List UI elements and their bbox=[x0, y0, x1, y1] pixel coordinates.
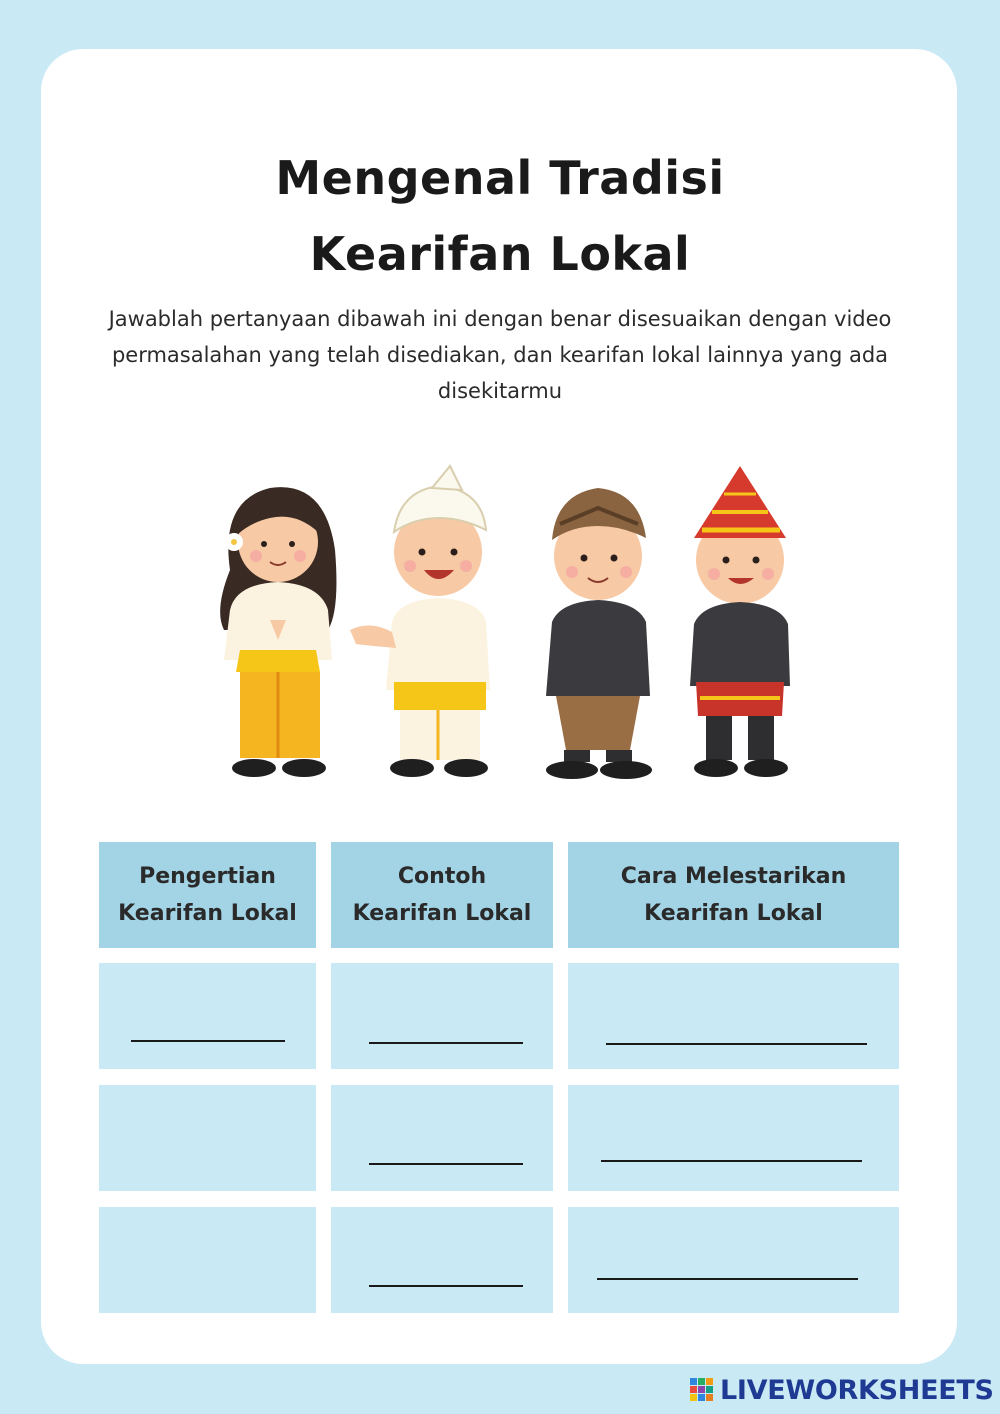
instructions-text: Jawablah pertanyaan dibawah ini dengan benar disesuaikan dengan video permasalahan yang telah disediakan, dan kearifan lokal lainnya yang ada disekitarmu bbox=[108, 307, 892, 403]
title-line-1: Mengenal Tradisi bbox=[275, 151, 725, 205]
header-cara-line2: Kearifan Lokal bbox=[644, 901, 823, 926]
answer-blank-cara-2[interactable] bbox=[601, 1160, 862, 1162]
table-cell bbox=[568, 1085, 899, 1191]
boy-blangkon-figure bbox=[546, 488, 652, 779]
header-contoh-line2: Kearifan Lokal bbox=[352, 901, 532, 926]
liveworksheets-logo bbox=[690, 1372, 994, 1408]
answer-blank-cara-1[interactable] bbox=[606, 1043, 867, 1045]
header-contoh-line1: Contoh bbox=[397, 864, 487, 889]
title-line-2: Kearifan Lokal bbox=[309, 227, 691, 281]
answer-blank-cara-3[interactable] bbox=[597, 1278, 858, 1280]
answer-blank-contoh-1[interactable] bbox=[369, 1042, 523, 1044]
boy-red-hat-figure bbox=[690, 466, 790, 777]
boy-white-udeng-figure bbox=[350, 466, 490, 777]
page-title bbox=[0, 140, 1000, 292]
table-cell bbox=[331, 1207, 553, 1313]
header-pengertian bbox=[99, 842, 316, 948]
traditional-children-illustration bbox=[200, 460, 800, 790]
answer-blank-contoh-3[interactable] bbox=[369, 1285, 523, 1287]
table-cell bbox=[99, 1207, 316, 1313]
table-cell bbox=[331, 963, 553, 1069]
header-pengertian-line1: Pengertian bbox=[139, 864, 276, 889]
header-cara-melestarikan bbox=[568, 842, 899, 948]
liveworksheets-mark-icon bbox=[690, 1378, 714, 1402]
girl-figure bbox=[220, 487, 336, 777]
table-cell bbox=[99, 963, 316, 1069]
table-cell bbox=[331, 1085, 553, 1191]
table-cell bbox=[568, 963, 899, 1069]
answer-blank-pengertian-1[interactable] bbox=[131, 1040, 285, 1042]
header-pengertian-line2: Kearifan Lokal bbox=[118, 901, 297, 926]
header-cara-line1: Cara Melestarikan bbox=[620, 864, 847, 889]
table-cell bbox=[568, 1207, 899, 1313]
header-contoh bbox=[331, 842, 553, 948]
table-cell bbox=[99, 1085, 316, 1191]
brand-name: LIVEWORKSHEETS bbox=[720, 1374, 994, 1406]
answer-blank-contoh-2[interactable] bbox=[369, 1163, 523, 1165]
